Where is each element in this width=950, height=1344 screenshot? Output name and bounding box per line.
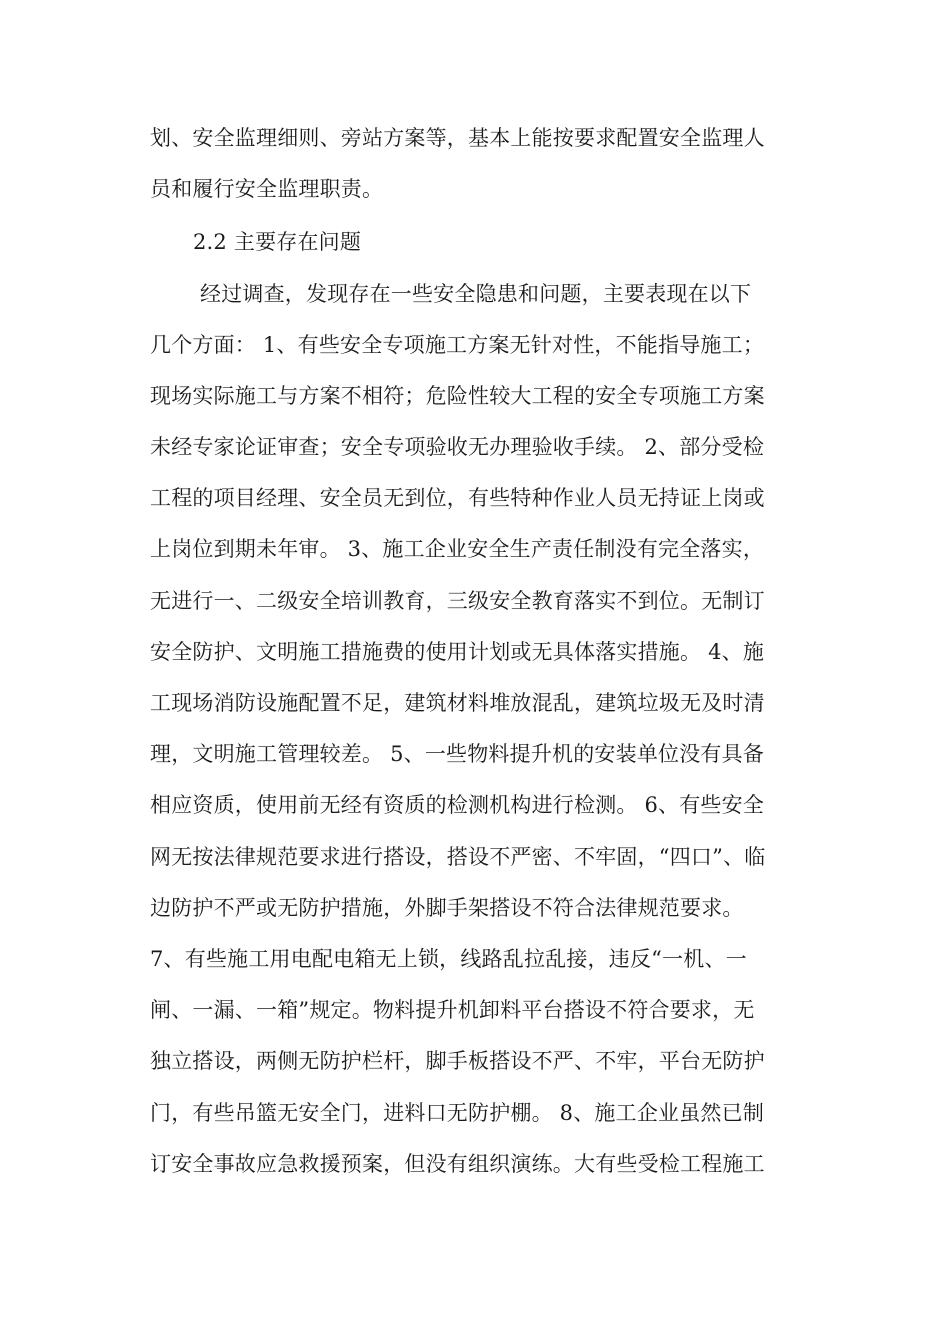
text-line-2: 员和履行安全监理职责。 [150, 177, 384, 201]
text-line-4: 经过调查，发现存在一些安全隐患和问题，主要表现在以下 [200, 282, 752, 306]
text-line-13: 理，文明施工管理较差。 5、一些物料提升机的安装单位没有具备 [150, 742, 765, 766]
text-line-6: 现场实际施工与方案不相符；危险性较大工程的安全专项施工方案 [150, 384, 765, 408]
text-line-20: 门，有些吊篮无安全门，进料口无防护棚。 8、施工企业虽然已制 [150, 1101, 765, 1125]
text-line-21: 订安全事故应急救援预案，但没有组织演练。大有些受检工程施工 [150, 1152, 765, 1176]
text-line-5: 几个方面： 1、有些安全专项施工方案无针对性，不能指导施工； [150, 333, 765, 357]
section-heading: 2.2 主要存在问题 [193, 230, 362, 254]
text-line-18: 闸、一漏、一箱”规定。物料提升机卸料平台搭设不符合要求，无 [150, 998, 755, 1022]
text-line-15: 网无按法律规范要求进行搭设，搭设不严密、不牢固，“四口”、临 [150, 845, 766, 869]
text-line-19: 独立搭设，两侧无防护栏杆，脚手板搭设不严、不牢，平台无防护 [150, 1049, 765, 1073]
text-line-10: 无进行一、二级安全培训教育，三级安全教育落实不到位。无制订 [150, 589, 765, 613]
text-line-1: 划、安全监理细则、旁站方案等，基本上能按要求配置安全监理人 [150, 126, 765, 150]
text-line-12: 工现场消防设施配置不足，建筑材料堆放混乱，建筑垃圾无及时清 [150, 691, 765, 715]
text-line-11: 安全防护、文明施工措施费的使用计划或无具体落实措施。 4、施 [150, 640, 765, 664]
text-line-14: 相应资质，使用前无经有资质的检测机构进行检测。 6、有些安全 [150, 793, 765, 817]
text-line-8: 工程的项目经理、安全员无到位，有些特种作业人员无持证上岗或 [150, 486, 765, 510]
text-line-9: 上岗位到期未年审。 3、施工企业安全生产责任制没有完全落实， [150, 537, 765, 561]
text-line-17: 7、有些施工用电配电箱无上锁，线路乱拉乱接，违反“一机、一 [150, 947, 747, 971]
text-line-16: 边防护不严或无防护措施，外脚手架搭设不符合法律规范要求。 [150, 896, 744, 920]
text-line-7: 未经专家论证审查；安全专项验收无办理验收手续。 2、部分受检 [150, 435, 765, 459]
